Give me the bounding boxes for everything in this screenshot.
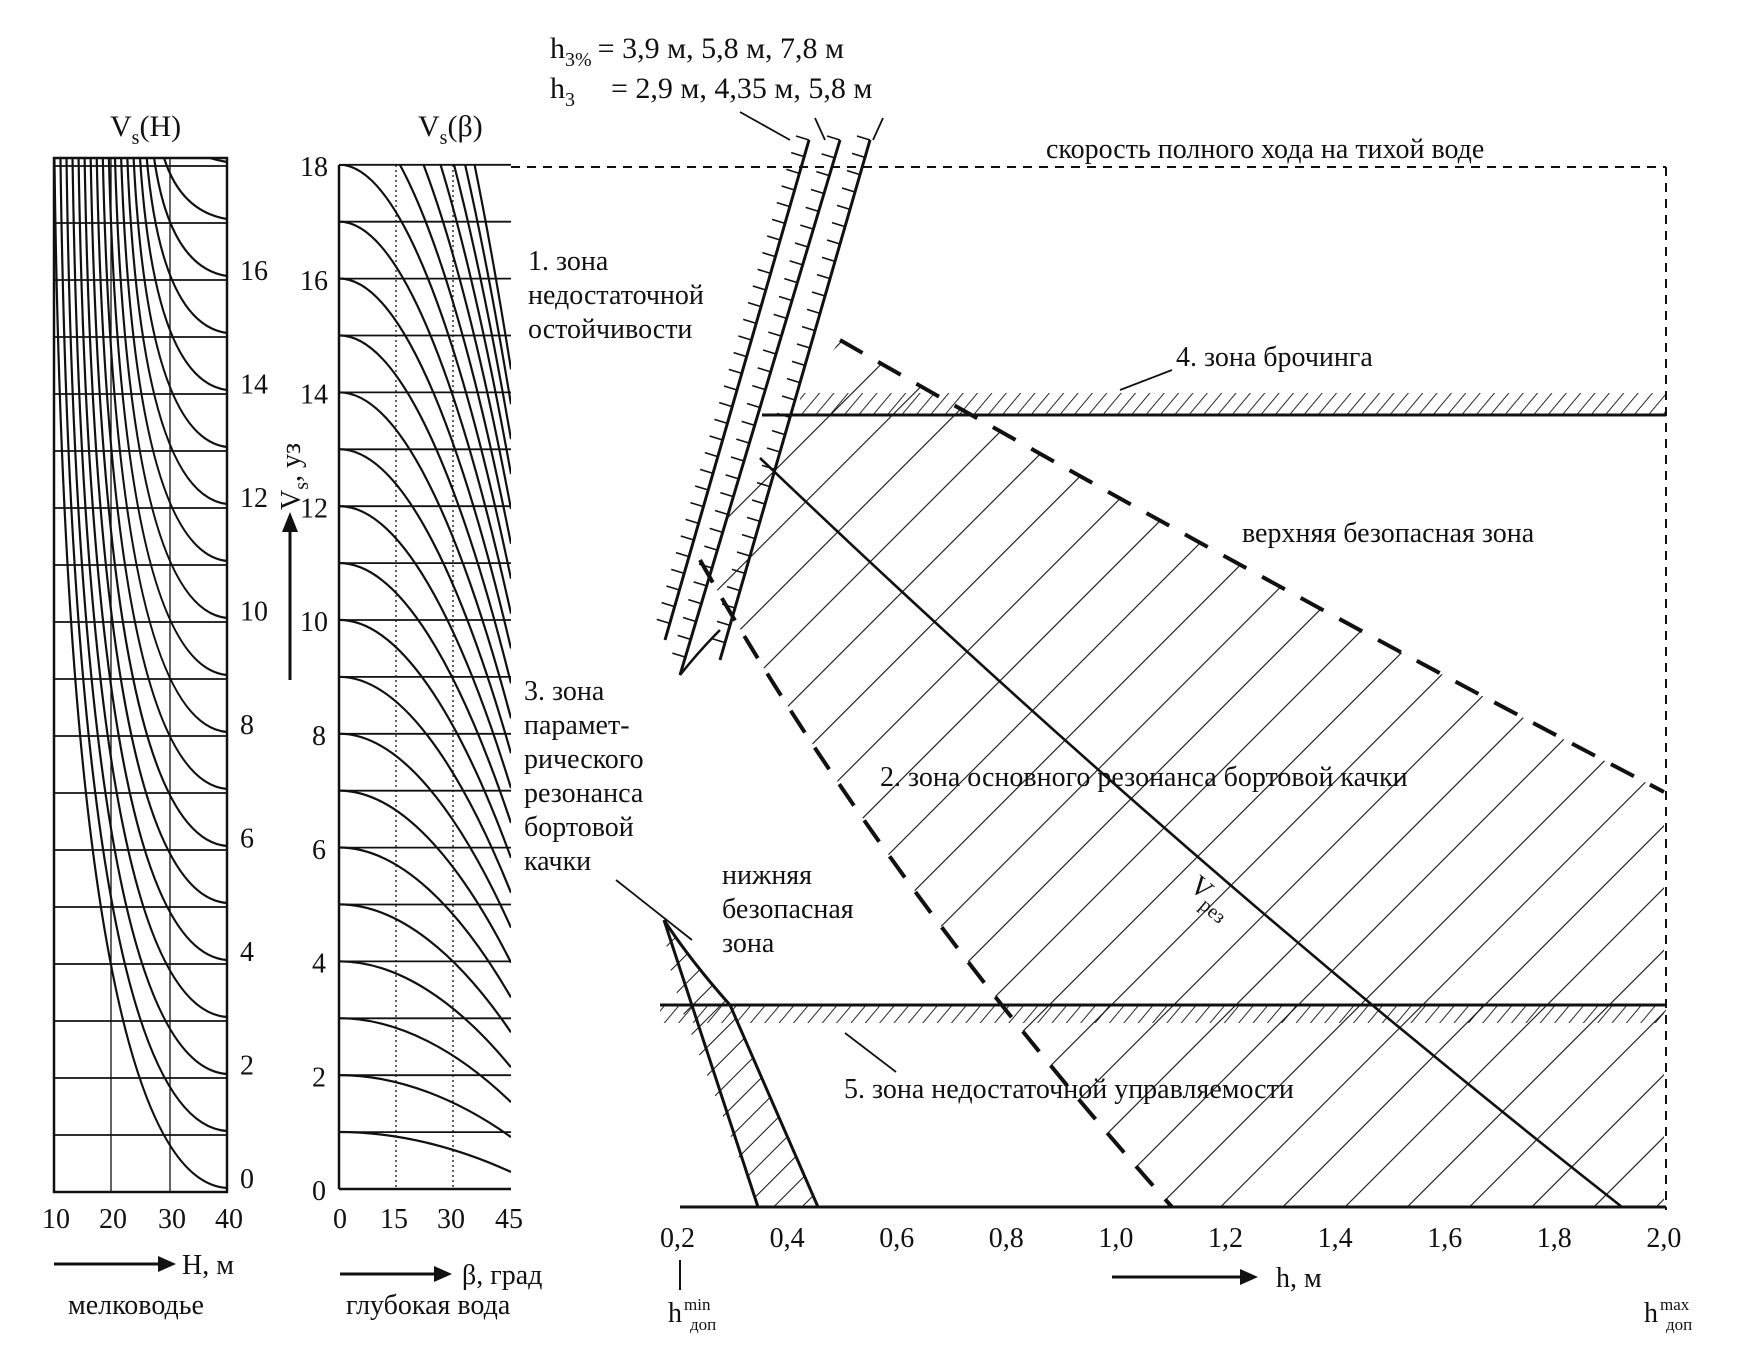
hatch-tick <box>753 286 766 290</box>
speed-axis-label: $V_s$, уз <box>276 442 313 510</box>
hatch-tick <box>795 243 808 247</box>
zone-stability-label: 1. зона недостаточной остойчивости <box>528 246 704 345</box>
panel-deep-grid <box>339 165 511 1189</box>
hatch-tick <box>811 190 824 194</box>
angle-arrow-head-icon <box>434 1266 452 1282</box>
wave-height-tick-label: 0,4 <box>769 1223 805 1254</box>
hatch-tick <box>752 386 765 390</box>
speed-tick-label: 12 <box>300 493 328 525</box>
speed-tick-label: 0 <box>240 1164 254 1195</box>
zone-main-resonance-label: 2. зона основного резонанса бортовой качки <box>880 762 1408 793</box>
speed-angle-curve <box>339 1075 511 1137</box>
depth-tick-label: 10 <box>42 1204 70 1235</box>
hatch-tick <box>800 225 813 229</box>
panel-deep-angle-ticks <box>333 1204 523 1235</box>
speed-angle-curve <box>339 734 511 928</box>
hatch-tick <box>837 205 850 209</box>
hatch-tick <box>772 219 785 223</box>
hatch-tick <box>782 396 795 400</box>
hatch-tick <box>734 353 747 357</box>
deep-water-panel <box>276 0 542 1321</box>
hatch-tick <box>726 475 739 479</box>
wave-height-tick-label: 1,0 <box>1098 1223 1134 1254</box>
hatch-tick <box>695 486 708 490</box>
speed-angle-curve <box>339 0 511 369</box>
speed-depth-curve <box>132 118 227 447</box>
hatch-tick <box>688 600 701 604</box>
resonance-speed-label: $V_{рез}$ <box>1183 869 1230 929</box>
speed-angle-curve <box>339 1018 511 1102</box>
speed-tick-label: 14 <box>240 369 268 401</box>
speed-tick-label: 10 <box>240 596 268 628</box>
depth-arrow-head-icon <box>158 1256 176 1272</box>
hatch-tick <box>715 511 728 515</box>
speed-tick-label: 6 <box>240 823 254 855</box>
speed-depth-curve <box>96 118 227 789</box>
broaching-hatching <box>800 393 1666 415</box>
hatch-tick <box>736 439 749 443</box>
h-max-subscript: доп <box>1666 1315 1693 1334</box>
panel-shallow-speed-ticks <box>240 256 268 1195</box>
hatch-tick <box>666 586 679 590</box>
speed-tick-label: 16 <box>240 256 268 287</box>
hatch-tick <box>779 297 792 301</box>
hatch-tick <box>827 136 840 140</box>
hatch-tick <box>748 303 761 307</box>
stability-zones-panel <box>511 32 1692 1334</box>
speed-angle-curve <box>339 961 511 1067</box>
wave-height-axis-label: h, м <box>1276 1263 1322 1294</box>
wave-height-tick-label: 0,2 <box>660 1223 695 1254</box>
hatch-tick <box>686 519 699 523</box>
angle-tick-label: 0 <box>333 1204 347 1235</box>
depth-tick-label: 20 <box>99 1204 127 1235</box>
speed-tick-label: 12 <box>240 483 268 514</box>
hatch-tick <box>787 379 800 383</box>
speed-tick-label: 0 <box>312 1176 326 1208</box>
speed-angle-curve <box>339 0 511 474</box>
wave-height-tick-label: 1,2 <box>1208 1223 1243 1254</box>
panel-shallow-title: $V_s(H)$ <box>110 110 182 149</box>
hatch-tick <box>710 436 723 440</box>
wave-label-leader-3 <box>873 118 883 140</box>
speed-depth-curve <box>102 118 227 732</box>
speed-depth-curve <box>54 118 227 1188</box>
hatch-tick <box>662 603 675 607</box>
hatch-tick <box>790 261 803 265</box>
hatch-tick <box>802 327 815 331</box>
hatch-tick <box>731 457 744 461</box>
hatch-tick <box>724 386 737 390</box>
hatch-tick <box>852 153 865 157</box>
speed-tick-label: 8 <box>240 710 254 741</box>
wave-height-tick-label: 2,0 <box>1646 1223 1682 1254</box>
speed-tick-label: 2 <box>240 1050 254 1082</box>
speed-angle-curve <box>339 1132 511 1172</box>
hatch-tick <box>784 279 797 283</box>
h-min-subscript: доп <box>690 1315 717 1334</box>
hatch-tick <box>786 169 799 173</box>
depth-tick-label: 30 <box>158 1204 186 1235</box>
hatch-tick <box>758 269 771 273</box>
wave-heights-3pct: $h_{3\%} = 3,9$ м, 5,8 м, 7,8 м <box>550 32 845 71</box>
upper-safe-zone-label: верхняя безопасная зона <box>1242 518 1535 549</box>
hatch-tick <box>700 469 713 473</box>
hatch-tick <box>817 275 830 279</box>
parametric-label-leader <box>616 880 692 940</box>
speed-depth-curve <box>66 118 227 1074</box>
speed-tick-label: 10 <box>300 607 328 639</box>
hatch-tick <box>694 582 707 586</box>
speed-angle-curve <box>339 904 511 1032</box>
speed-tick-label: 6 <box>312 834 326 866</box>
hatch-tick <box>690 503 703 507</box>
hatch-tick <box>791 153 804 157</box>
hatch-tick <box>797 344 810 348</box>
hatch-tick <box>717 621 730 625</box>
controllability-label-leader <box>845 1033 896 1072</box>
speed-depth-curve <box>180 0 227 118</box>
hatch-tick <box>768 332 781 336</box>
shallow-water-caption: мелководье <box>68 1290 204 1321</box>
hatch-tick <box>796 136 809 140</box>
controllability-hatching <box>660 1005 1666 1023</box>
panel-shallow-curves <box>54 0 227 1188</box>
hatch-tick <box>738 336 751 340</box>
zone-controllability-label: 5. зона недостаточной управляемости <box>844 1074 1294 1105</box>
hatch-tick <box>777 203 790 207</box>
full-speed-label: скорость полного хода на тихой воде <box>1046 134 1485 165</box>
hatch-tick <box>672 653 685 657</box>
speed-tick-label: 2 <box>312 1062 326 1094</box>
speed-depth-curve <box>174 47 227 118</box>
angle-axis-label: β, град <box>462 1260 543 1291</box>
hatch-tick <box>806 207 819 211</box>
hatch-tick <box>842 188 855 192</box>
hatch-tick <box>742 421 755 425</box>
h-min-label: h $^{min}$ <box>668 1295 711 1329</box>
hatch-tick <box>782 186 795 190</box>
wave-height-tick-label: 0,6 <box>879 1223 915 1254</box>
angle-tick-label: 30 <box>437 1204 465 1235</box>
wave-height-tick-label: 0,8 <box>988 1223 1024 1254</box>
hatch-tick <box>792 361 805 365</box>
panel-deep-curves <box>339 0 511 1172</box>
lower-safe-zone-label: нижняя безопасная зона <box>722 860 854 959</box>
hatch-tick <box>774 314 787 318</box>
hatch-tick <box>763 350 776 354</box>
hatch-tick <box>812 292 825 296</box>
hatch-tick <box>705 453 718 457</box>
hatch-tick <box>681 536 694 540</box>
speed-tick-label: 18 <box>300 152 328 183</box>
hatch-tick <box>683 618 696 622</box>
hatch-tick <box>743 319 756 323</box>
depth-axis-label: H, м <box>182 1250 234 1281</box>
panel-deep-title: $V_s(\beta)$ <box>418 110 483 149</box>
wave-label-leader-2 <box>815 118 825 140</box>
hatch-tick <box>720 493 733 497</box>
zone-broaching-label: 4. зона брочинга <box>1176 342 1373 373</box>
speed-tick-label: 14 <box>300 379 328 411</box>
speed-angle-curve <box>339 848 511 998</box>
hatch-tick <box>816 172 829 176</box>
speed-tick-label: 4 <box>240 937 254 968</box>
hatch-tick <box>671 569 684 573</box>
zone-parametric-resonance <box>664 920 818 1207</box>
hatch-tick <box>657 619 670 623</box>
hatch-tick <box>767 236 780 240</box>
shallow-water-panel <box>42 0 268 1321</box>
hatch-tick <box>747 404 760 408</box>
hatch-tick <box>676 553 689 557</box>
wave-height-tick-label: 1,4 <box>1317 1223 1353 1254</box>
speed-tick-label: 16 <box>300 265 328 297</box>
hatch-tick <box>822 257 835 261</box>
wave-height-tick-label: 1,8 <box>1536 1223 1572 1254</box>
speed-axis-title <box>276 443 313 680</box>
angle-tick-label: 15 <box>380 1204 408 1235</box>
hatch-tick <box>832 223 845 227</box>
hatch-tick <box>729 369 742 373</box>
hatch-tick <box>712 639 725 643</box>
wave-heights-h3: $h_3 = 2,9$ м, 4,35 м, 5,8 м <box>550 72 873 111</box>
wave-height-tick-label: 1,6 <box>1427 1223 1463 1254</box>
hatch-tick <box>762 253 775 257</box>
hatch-tick <box>847 171 860 175</box>
h-max-label: h $^{max}$ <box>1644 1295 1690 1329</box>
depth-tick-label: 40 <box>215 1204 243 1235</box>
main-wave-height-ticks <box>660 1223 1681 1254</box>
deep-water-caption: глубокая вода <box>346 1290 511 1321</box>
hatch-tick <box>714 419 727 423</box>
hatch-tick <box>719 403 732 407</box>
speed-depth-curve <box>144 118 227 333</box>
hatch-tick <box>758 368 771 372</box>
zone-parametric-label: 3. зона парамет- рического резонанса бортовой качки <box>524 676 644 877</box>
angle-tick-label: 45 <box>495 1204 523 1235</box>
speed-depth-curve <box>108 118 227 675</box>
speed-tick-label: 8 <box>312 721 326 752</box>
speed-arrow-head-icon <box>282 512 298 532</box>
hatch-tick <box>678 635 691 639</box>
broaching-label-leader <box>1120 370 1172 390</box>
hatch-tick <box>827 240 840 244</box>
wave-label-leader-1 <box>740 112 790 140</box>
hatch-tick <box>822 154 835 158</box>
panel-deep-speed-ticks <box>300 152 328 1207</box>
hatch-tick <box>857 136 870 140</box>
panel-shallow-depth-ticks <box>42 1204 243 1235</box>
speed-angle-curve <box>339 222 511 614</box>
speed-tick-label: 4 <box>312 948 326 980</box>
hatch-tick <box>807 309 820 313</box>
wave-height-arrow-head-icon <box>1240 1269 1258 1285</box>
